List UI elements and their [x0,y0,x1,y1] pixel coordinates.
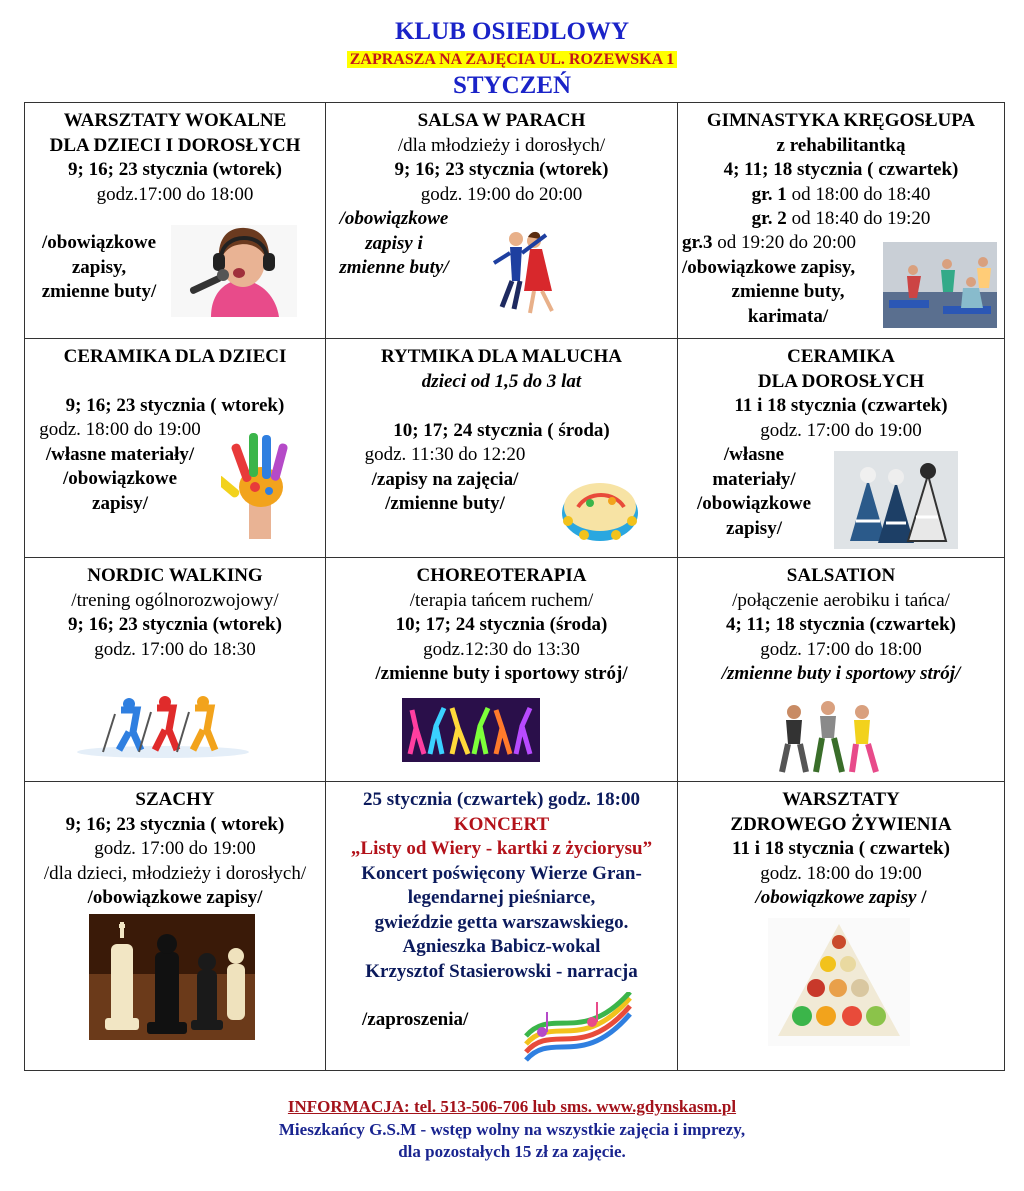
cell-salsation [678,558,1005,782]
vocal-hours: godz.17:00 do 18:00 [96,183,254,205]
spacer [326,394,677,419]
cell-rhythmics [326,339,678,558]
concert-note: /zaproszenia/ [362,1009,469,1030]
tambourine-image [558,473,642,547]
club-title: KLUB OSIEDLOWY [394,18,630,45]
nutrition-note: /obowiązkowe zapisy / [755,887,927,908]
concert-desc-3: gwieździe getta warszawskiego. [374,911,629,933]
salsation-dates: 4; 11; 18 stycznia (czwartek) [725,614,957,635]
nordic-dates: 9; 16; 23 stycznia (wtorek) [68,614,282,635]
schedule-row [25,558,1005,782]
rhythm-note-2: /zmienne buty/ [385,493,505,514]
cell-choreotherapy [326,558,678,782]
gym-note-1: /obowiązkowe zapisy, [682,256,856,278]
ceramics-kids-note-1: /własne materiały/ [45,443,195,465]
ceramics-kids-hours: godz. 18:00 do 19:00 [39,419,201,440]
ceramics-adults-note-3: /obowiązkowe [697,493,811,514]
music-notes-image [522,992,634,1062]
cell-ceramics-adults [678,339,1005,558]
salsa-hours: godz. 19:00 do 20:00 [420,183,583,205]
concert-title: „Listy od Wiery - kartki z życiorysu” [350,838,653,859]
nordic-title: NORDIC WALKING [87,565,263,586]
nordic-hours: godz. 17:00 do 18:30 [94,638,256,660]
vocal-note-3: zmienne buty/ [41,281,157,302]
ceramics-adults-dates: 11 i 18 stycznia (czwartek) [734,395,948,416]
residents-note: Mieszkańcy G.S.M - wstęp wolny na wszystkie zajęcia i imprezy, [278,1120,746,1139]
ceramics-kids-dates: 9; 16; 23 stycznia ( wtorek) [65,395,285,416]
schedule-table [24,102,1005,1071]
spacer [25,370,325,395]
gymnastics-image [883,242,997,328]
ceramics-adults-note-4: zapisy/ [726,517,782,539]
cell-ceramics-kids [25,339,326,558]
painted-hand-image [221,429,301,539]
salsa-dates: 9; 16; 23 stycznia (wtorek) [394,159,609,180]
ceramics-adults-hours: godz. 17:00 do 19:00 [760,419,922,441]
rhythm-hours: godz. 11:30 do 12:20 [364,444,526,465]
invitation-subtitle [0,51,1024,69]
chess-hours: godz. 17:00 do 19:00 [94,838,256,859]
vocal-title-2: DLA DZIECI I DOROSŁYCH [49,134,301,156]
nordic-description: /trening ogólnorozwojowy/ [71,589,279,611]
vocal-note-2: zapisy, [71,256,127,278]
cell-nutrition-workshop [678,782,1005,1071]
concert-desc-2: legendarnej pieśniarce, [407,887,596,908]
salsation-dancers-image [772,698,884,774]
cell-salsa [326,103,678,339]
ceramics-kids-title: CERAMIKA DLA DZIECI [63,346,287,367]
nutrition-dates: 11 i 18 stycznia ( czwartek) [732,838,950,859]
concert-date: 25 stycznia (czwartek) godz. 18:00 [362,789,640,810]
salsa-title: SALSA W PARACH [417,110,586,131]
schedule-row [25,339,1005,558]
rhythm-dates: 10; 17; 24 stycznia ( środa) [393,419,610,441]
gym-note-2: zmienne buty, [731,281,845,302]
choreo-note: /zmienne buty i sportowy strój/ [375,663,628,684]
invitation-subtitle-text: ZAPRASZA NA ZAJĘCIA UL. ROZEWSKA 1 [347,51,678,68]
concert-performer-2: Krzysztof Stasierowski - narracja [365,960,638,982]
gym-group-3: gr.3 od 19:20 do 20:00 [682,232,857,253]
nutrition-title-2: ZDROWEGO ŻYWIENIA [730,813,952,835]
nutrition-title-1: WARSZTATY [782,789,900,810]
salsa-dancers-image [476,229,580,321]
vocal-dates: 9; 16; 23 stycznia (wtorek) [68,159,282,180]
ceramics-adults-title-2: DLA DOROSŁYCH [757,370,925,392]
gym-dates: 4; 11; 18 stycznia ( czwartek) [723,159,959,180]
salsation-note: /zmienne buty i sportowy strój/ [721,663,961,684]
chess-pieces-image [89,914,255,1040]
chess-dates: 9; 16; 23 stycznia ( wtorek) [65,813,285,835]
ceramics-adults-note-1: /własne [723,444,785,465]
gym-subtitle: z rehabilitantką [776,134,906,156]
food-pyramid-image [768,918,910,1046]
cell-concert [326,782,678,1071]
gym-title: GIMNASTYKA KRĘGOSŁUPA [706,110,976,131]
vocal-title-1: WARSZTATY WOKALNE [63,110,287,131]
chess-note: /obowiązkowe zapisy/ [87,887,263,908]
ceramics-adults-note-2: materiały/ [712,468,796,490]
nutrition-hours: godz. 18:00 do 19:00 [760,862,922,884]
schedule-row [25,103,1005,339]
ceramics-adults-title-1: CERAMIKA [787,346,895,367]
salsation-hours: godz. 17:00 do 18:00 [760,638,922,660]
salsa-audience: /dla młodzieży i dorosłych/ [397,134,606,156]
salsation-title: SALSATION [786,565,896,586]
concert-desc-1: Koncert poświęcony Wierze Gran- [361,862,642,884]
vocal-note-1: /obowiązkowe [42,232,156,253]
choreo-hours: godz.12:30 do 13:30 [423,638,580,660]
cell-nordic-walking [25,558,326,782]
chess-title: SZACHY [135,789,215,810]
singer-image [171,225,297,317]
salsa-note-1: /obowiązkowe [339,208,449,229]
choreo-title: CHOREOTERAPIA [416,565,587,586]
dancers-silhouettes-image [402,698,540,762]
concert-label: KONCERT [453,813,550,835]
others-price-note: dla pozostałych 15 zł za zajęcie. [398,1142,626,1161]
cell-chess [25,782,326,1071]
gym-note-3: karimata/ [747,305,829,327]
salsa-note-3: zmienne buty/ [339,257,449,278]
ceramics-kids-note-2: /obowiązkowe [63,468,177,489]
info-contact: INFORMACJA: tel. 513-506-706 lub sms. www.gdynskasm.pl [287,1097,737,1116]
nordic-walkers-image [75,690,251,760]
cell-vocal-workshop [25,103,326,339]
choreo-description: /terapia tańcem ruchem/ [409,589,594,611]
choreo-dates: 10; 17; 24 stycznia (środa) [395,614,608,635]
rhythm-age: dzieci od 1,5 do 3 lat [421,370,582,392]
gym-group-2: gr. 2 od 18:40 do 19:20 [751,208,931,229]
salsation-description: /połączenie aerobiku i tańca/ [732,589,950,611]
gym-group-1: gr. 1 od 18:00 do 18:40 [751,183,931,205]
salsa-note-2: zapisy i [365,232,423,254]
chess-audience: /dla dzieci, młodzieży i dorosłych/ [43,862,307,884]
schedule-row [25,782,1005,1071]
month-title: STYCZEŃ [452,72,572,99]
cell-spine-gymnastics [678,103,1005,339]
rhythm-note-1: /zapisy na zajęcia/ [371,468,519,490]
concert-performer-1: Agnieszka Babicz-wokal [402,936,601,957]
ceramics-kids-note-3: zapisy/ [92,492,148,514]
ceramic-figures-image [834,451,958,549]
rhythm-title: RYTMIKA DLA MALUCHA [380,346,623,367]
